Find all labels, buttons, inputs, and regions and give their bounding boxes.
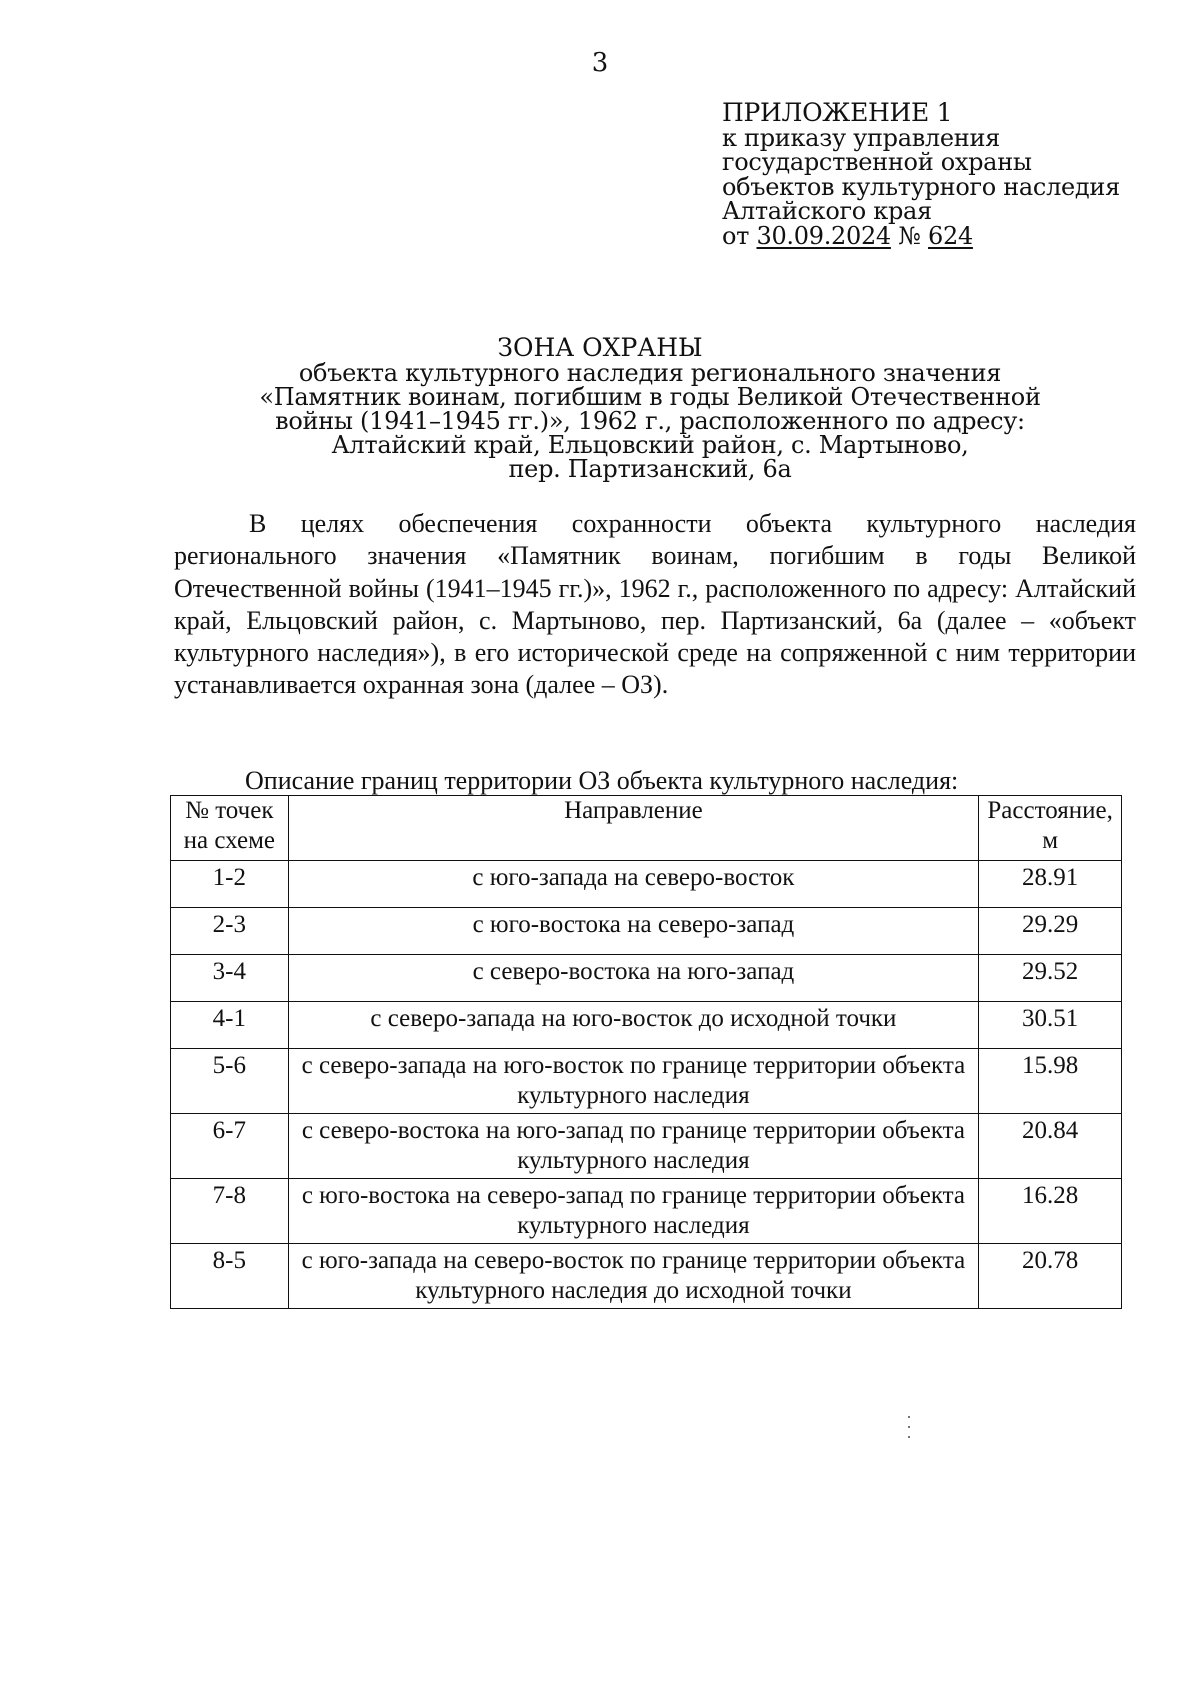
cell-distance: 16.28 <box>979 1179 1122 1244</box>
cell-direction: с юго-запада на северо-восток по границе территории объекта культурного наследия до исходной точки <box>288 1244 979 1309</box>
table-row <box>171 1244 1122 1309</box>
cell-distance: 28.91 <box>979 861 1122 908</box>
cell-distance: 29.52 <box>979 955 1122 1002</box>
appendix-header <box>722 98 1120 250</box>
zone-subtitle <box>230 361 1070 481</box>
zone-subtitle-line: пер. Партизанский, 6а <box>508 455 792 483</box>
number-prefix: № <box>898 221 921 250</box>
boundary-table <box>170 795 1122 1309</box>
table-row <box>171 908 1122 955</box>
zone-subtitle-line: «Памятник воинам, погибшим в годы Великой Отечественной <box>259 383 1041 411</box>
order-number: 624 <box>928 221 973 250</box>
appendix-line: государственной охраны <box>722 148 1032 176</box>
table-header-row <box>171 796 1122 861</box>
appendix-line: объектов культурного наследия <box>722 172 1120 201</box>
cell-direction: с северо-запада на юго-восток до исходной точки <box>288 1002 979 1049</box>
cell-distance: 15.98 <box>979 1049 1122 1114</box>
cell-distance: 20.78 <box>979 1244 1122 1309</box>
body-paragraph: В целях обеспечения сохранности объекта культурного наследия регионального значения «Памятник воинам, погибшим в годы Великой Отечественной войны (1941–1945 гг.)», 1962 г., расположенного по адресу: Алтайский край, Ельцовский район, с. Мартыново, пер. Партизанский, 6а (далее – «объект культурного наследия»), в его исторической среде на сопряженной с ним территории устанавливается охранная зона (далее – ОЗ). <box>174 509 1136 700</box>
cell-points: 4-1 <box>171 1002 289 1049</box>
cell-distance: 20.84 <box>979 1114 1122 1179</box>
zone-subtitle-line: войны (1941–1945 гг.)», 1962 г., расположенного по адресу: <box>275 407 1025 435</box>
cell-points: 2-3 <box>171 908 289 955</box>
cell-distance: 30.51 <box>979 1002 1122 1049</box>
cell-points: 6-7 <box>171 1114 289 1179</box>
zone-title: ЗОНА ОХРАНЫ <box>497 333 703 362</box>
date-prefix: от <box>722 221 750 250</box>
table-caption: Описание границ территории ОЗ объекта культурного наследия: <box>245 766 959 795</box>
body-text <box>174 508 1136 702</box>
appendix-line: Алтайского края <box>722 197 932 225</box>
scan-speck <box>908 1416 910 1418</box>
table-row <box>171 1179 1122 1244</box>
appendix-line: к приказу управления <box>722 123 1001 152</box>
cell-direction: с юго-востока на северо-запад <box>288 908 979 955</box>
cell-points: 3-4 <box>171 955 289 1002</box>
scan-specks <box>908 1416 910 1446</box>
cell-points: 5-6 <box>171 1049 289 1114</box>
scan-speck <box>908 1426 910 1428</box>
table-row <box>171 955 1122 1002</box>
cell-direction: с юго-востока на северо-запад по границе территории объекта культурного наследия <box>288 1179 979 1244</box>
cell-distance: 29.29 <box>979 908 1122 955</box>
appendix-title: ПРИЛОЖЕНИЕ 1 <box>722 98 953 127</box>
scan-speck <box>908 1436 910 1438</box>
zone-subtitle-line: объекта культурного наследия регионального значения <box>298 359 1002 387</box>
cell-direction: с северо-востока на юго-запад <box>288 955 979 1002</box>
cell-points: 8-5 <box>171 1244 289 1309</box>
order-date: 30.09.2024 <box>756 221 891 250</box>
page-number: 3 <box>591 48 609 78</box>
cell-direction: с северо-востока на юго-запад по границе территории объекта культурного наследия <box>288 1114 979 1179</box>
table-row <box>171 1114 1122 1179</box>
cell-direction: с северо-запада на юго-восток по границе территории объекта культурного наследия <box>288 1049 979 1114</box>
appendix-order-ref <box>722 221 1120 250</box>
table-row <box>171 861 1122 908</box>
header-points: № точек на схеме <box>171 796 289 861</box>
cell-points: 1-2 <box>171 861 289 908</box>
table-row <box>171 1002 1122 1049</box>
header-direction: Направление <box>288 796 979 861</box>
cell-points: 7-8 <box>171 1179 289 1244</box>
table-row <box>171 1049 1122 1114</box>
cell-direction: с юго-запада на северо-восток <box>288 861 979 908</box>
header-distance: Расстояние, м <box>979 796 1122 861</box>
zone-subtitle-line: Алтайский край, Ельцовский район, с. Мартыново, <box>331 431 969 459</box>
